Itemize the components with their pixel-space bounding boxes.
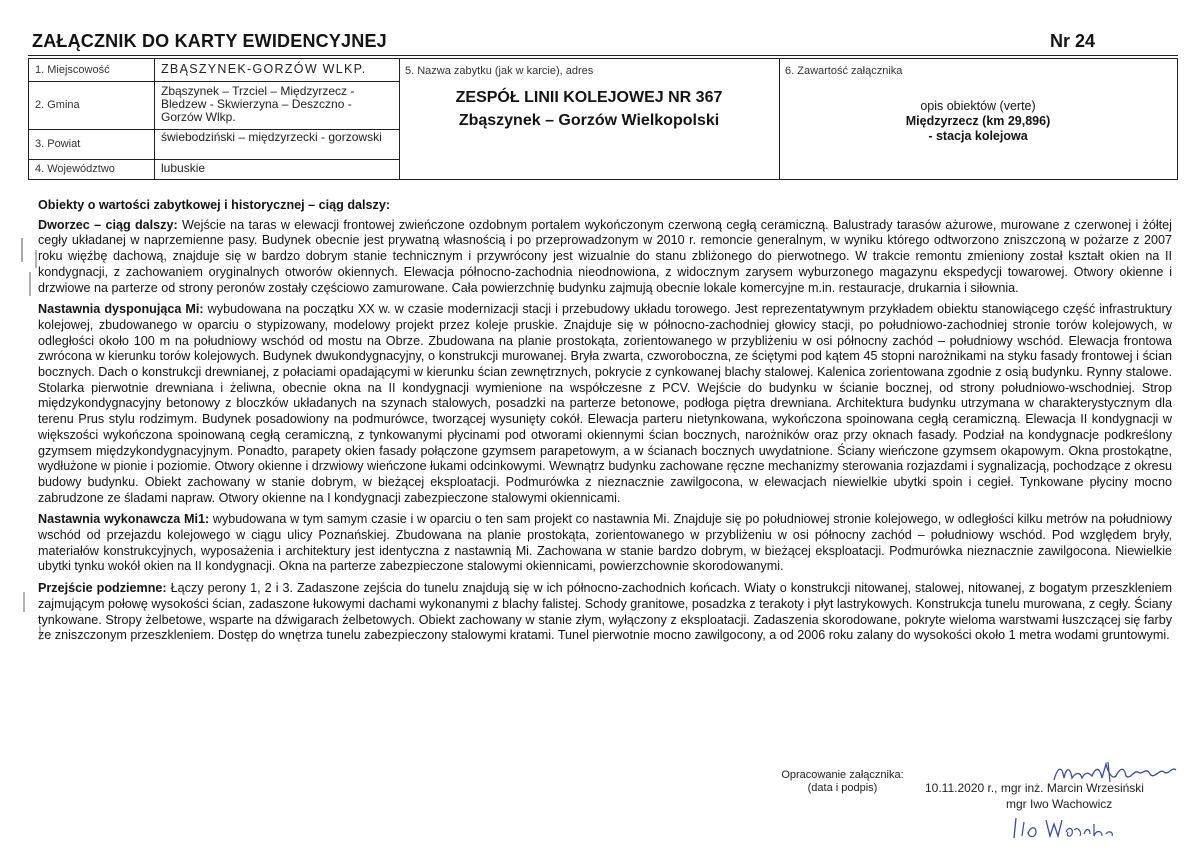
paragraph-lead: Przejście podziemne:	[38, 581, 167, 596]
row-gmina	[29, 81, 399, 130]
attachment-content-column	[779, 59, 1177, 179]
location-column	[29, 59, 400, 179]
monument-name-label: 5. Nazwa zabytku (jak w karcie), adres	[405, 65, 594, 77]
row-separator	[154, 129, 155, 159]
attachment-content-label: 6. Zawartość załącznika	[785, 65, 903, 77]
monument-name-column	[399, 59, 780, 179]
locality-value: ZBĄSZYNEK-GORZÓW WLKP.	[161, 62, 367, 76]
paragraph-text: Wejście na taras w elewacji frontowej zwieńczone ozdobnym portalem wykończonym czerwoną cegłą ceramiczną. Balustrady tarasów ażurowe, murowane z czerwonej i żółtej cegły układanej w naprzemienne pasy. Budynek obecnie jest prywatną własnością i po przeprowadzonym w 2010 r. remoncie generalnym, w wyniku którego odtworzono zniszczoną w pożarze z 2007 roku więźbę dachową, znajduje się w bardzo dobrym stanie technicznym i przywrócony jest wizualnie do stanu zbliżonego do pierwotnego. W trakcie remontu zmieniony został kształt okien na II kondygnacji, z zachowaniem oryginalnych otworów okiennych. Elewacja północno-zachodnia nieodnowiona, z widocznym zarysem wyburzonego magazynu ekspedycji towarowej. Otwory okienne i drzwiowe na parterze od strony peronów zostały częściowo zamurowane. Cała powierzchnię budynku zajmują obecnie lokale komercyjne m.in. restauracje, drukarnia i siłownia.	[38, 217, 1172, 295]
row-locality	[29, 59, 399, 82]
header-divider	[28, 55, 1178, 56]
voivodeship-value: lubuskie	[161, 161, 206, 175]
gmina-value: Zbąszynek – Trzciel – Międzyrzecz - Bledzew - Skwierzyna – Deszczno - Gorzów Wlkp.	[161, 84, 355, 124]
metadata-table	[28, 58, 1178, 180]
prepared-by-line1: Opracowanie załącznika:	[781, 769, 904, 781]
voivodeship-label: 4. Województwo	[35, 163, 115, 175]
row-separator	[154, 81, 155, 129]
paragraph-station	[38, 218, 1172, 297]
paragraph-text: wybudowana na początku XX w. w czasie modernizacji stacji i przebudowy układu torowego. Jest reprezentatywnym przykładem obiektu stanowiącego część infrastruktury kolejowej, zbudowanego w oparciu o stypizowany, modelowy projekt przez koleje pruskie. Znajduje się w północno-zachodniej głowicy stacji, po południowo-zachodniej stronie torów kolejowych, w odległości około 100 m na południowy wschód od mostu na Obrze. Zbudowana na planie prostokąta, zorientowanego w przybliżeniu w osi północny zachód – południowy wschód. Elewacja frontowa zwrócona w kierunku torów kolejowych. Budynek dwukondygnacyjny, o konstrukcji murowanej. Bryła zwarta, czworoboczna, ze ściętymi pod kątem 45 stopni narożnikami na styku fasady frontowej i ścian bocznych. Dach o konstrukcji drewnianej, z połaciami opadającymi w kierunku ścian zewnętrznych, pokrycie z cynkowanej blachy stalowej. Kalenica zorientowana zgodnie z osią budynku. Rynny stalowe. Stolarka pierwotnie drewniana i żeliwna, obecnie okna na II kondygnacji wymienione na współczesne z PCV. Wejście do budynku w ścianie bocznej, od strony południowo-wschodniej. Strop międzykondygnacyjny betonowy z bloczków układanych na szynach stalowych, posadzki na parterze betonowe, podłoga piętra drewniana. Architektura budynku utrzymana w charakterystycznym dla terenu Prus stylu rodzimym. Budynek posadowiony na podmurówce, tworzącej wysunięty cokół. Elewacja parteru nietynkowana, wykończona spoinowana cegłą ceramiczną. Elewacja II kondygnacji w większości wykończona spoinowaną cegłą ceramiczną, z tynkowanymi płycinami pod otworami okiennymi ścian bocznych, narożników oraz przy oknach fasady. Podział na kondygnacje podkreślony gzymsem międzykondygnacyjnym. Ponadto, parapety okien fasady połączone gzymsem parapetowym, a w ścianach bocznych uwydatnione. Ściany wieńczone gzymsem okapowym. Okna prostokątne, wydłużone w pionie i poziomie. Otwory okienne i drzwiowy wieńczone łukami odcinkowymi. Wewnątrz budynku zachowane ręczne mechanizmy sterowania rozjazdami i sygnalizacją, pochodzące z okresu budowy budynku. Obiekt zachowany w stanie dobrym, w bieżącej eksploatacji. Podmurówka z nieznacznie zawilgocona, w elewacjach niewielkie ubytki spoin i cegieł. Tynkowane płyciny mocno zabrudzone ze śladami napraw. Otwory okienne na I kondygnacji zabezpieczone stalowymi okiennicami.	[38, 302, 1172, 505]
paragraph-text: wybudowana w tym samym czasie i w oparciu o ten sam projekt co nastawnia Mi. Znajduje się po południowej stronie kolejowego, w odległości kilku metrów na południowy wschód od przejazdu kolejowego w ciągu ulicy Poznańskiej. Zbudowana na planie prostokąta, zorientowanego w przybliżeniu w osi północny zachód – południowy wschód. Pod względem bryły, materiałów konstrukcyjnych, wyposażenia i architektury jest identyczna z nastawnią Mi. Zachowana w stanie bardzo dobrym, w bieżącej eksploatacji. Podmurówka nieznacznie zawilgocona. Niewielkie ubytki tynku wokół okien na II kondygnacji. Okna na parterze zabezpieczone stalowymi okiennicami, powierzchownie skorodowanymi.	[38, 512, 1172, 574]
prepared-date-author: 10.11.2020 r., mgr inż. Marcin Wrzesiński	[925, 781, 1144, 795]
row-separator	[154, 159, 155, 179]
second-author: mgr Iwo Wachowicz	[1006, 797, 1113, 811]
paragraph-signal-box-mi1	[38, 512, 1172, 575]
paragraph-lead: Nastawnia wykonawcza Mi1:	[38, 512, 210, 527]
row-powiat	[29, 129, 399, 160]
paragraph-lead: Dworzec – ciąg dalszy:	[38, 217, 178, 232]
row-voivodeship	[29, 159, 399, 179]
section-heading: Obiekty o wartości zabytkowej i historycznej – ciąg dalszy:	[38, 198, 391, 212]
paragraph-text: Łączy perony 1, 2 i 3. Zadaszone zejścia do tunelu znajdują się w ich północno-zachodnich końcach. Wiaty o konstrukcji nitowanej, stalowej, nitowanej, z bogatym przeszkleniem zajmującym połowę wysokości ścian, zadaszone łukowymi dachami wykonanymi z blachy falistej. Schody granitowe, posadzka z terakoty i płyt lastrykowych. Konstrukcja tunelu murowana, z cegły. Ściany tynkowane. Stropy żelbetowe, wsparte na dźwigarach żelbetowych. Obiekt zachowany w stanie złym, wyłączony z eksploatacji. Zadaszenia skorodowane, pokryte wieloma warstwami łuszczącej się farby ze zniszczonym przeszkleniem. Dostęp do wnętrza tunelu zabezpieczony stalowymi kratami. Tunel pierwotnie mocno zawilgocony, a od 2006 roku zalany do wysokości około 1 metra wodami gruntowymi.	[38, 581, 1173, 643]
paragraph-underpass	[38, 581, 1172, 644]
signature-wachowicz	[1010, 810, 1120, 845]
content-line3: - stacja kolejowa	[928, 129, 1028, 143]
powiat-value: świebodziński – międzyrzecki - gorzowski	[161, 130, 382, 144]
attachment-title: ZAŁĄCZNIK DO KARTY EWIDENCYJNEJ	[32, 31, 387, 51]
document-body	[38, 198, 1172, 650]
content-line1: opis obiektów (verte)	[920, 99, 1036, 113]
signature-wrzesinski	[1050, 758, 1180, 788]
row-separator	[154, 59, 155, 81]
prepared-by-line2: (data i podpis)	[807, 782, 878, 794]
powiat-label: 3. Powiat	[35, 138, 81, 150]
gmina-label: 2. Gmina	[35, 99, 80, 111]
attachment-number: Nr 24	[1050, 31, 1096, 51]
monument-name	[399, 86, 779, 132]
paragraph-lead: Nastawnia dysponująca Mi:	[38, 302, 204, 317]
prepared-by-label	[770, 769, 915, 795]
attachment-content	[779, 99, 1177, 144]
locality-label: 1. Miejscowość	[35, 64, 110, 76]
paragraph-signal-box-mi	[38, 302, 1172, 506]
monument-name-line1: ZESPÓŁ LINII KOLEJOWEJ NR 367	[455, 89, 723, 106]
content-line2: Międzyrzecz (km 29,896)	[905, 114, 1051, 128]
monument-name-line2: Zbąszynek – Gorzów Wielkopolski	[458, 112, 720, 129]
